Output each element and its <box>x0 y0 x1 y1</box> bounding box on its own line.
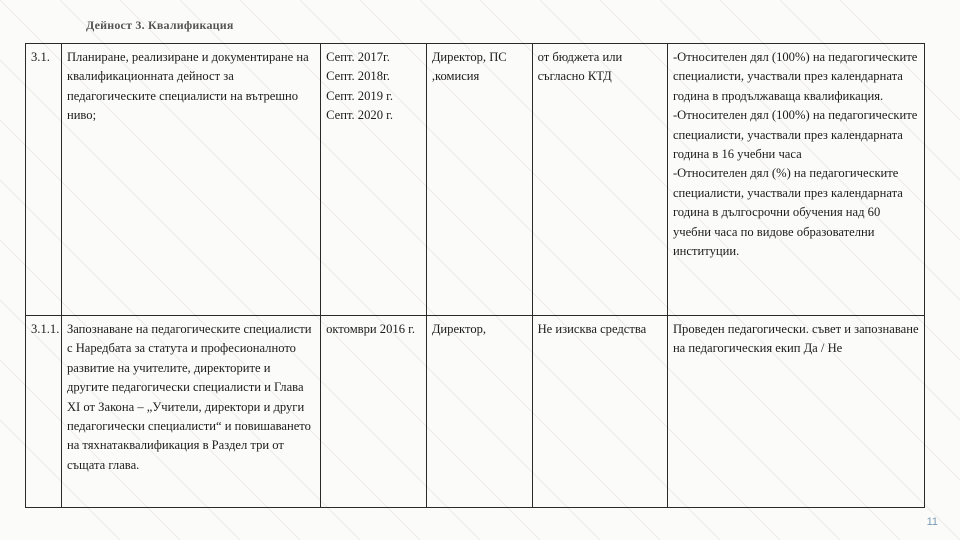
cell-activity: Запознаване на педагогическите специалисти с Наредбата за статута и професионалното развитие на учителите, директорите и другите педагогически специалисти и Глава XI от Закона – „Учители, директори и други педагогически специалисти“ и повишаването на тяхнатаквалификация в Раздел три от същата глава. <box>61 316 320 508</box>
page-number: 11 <box>926 516 938 528</box>
table-row <box>26 44 925 316</box>
cell-funding: от бюджета или съгласно КТД <box>532 44 667 316</box>
cell-funding: Не изисква средства <box>532 316 667 508</box>
cell-indicator: -Относителен дял (100%) на педагогическите специалисти, участвали през календарната година в продължаваща квалификация. -Относителен дял (100%) на педагогическите специалисти, участвали през календарната година в 16 учебни часа -Относителен дял (%) на педагогическите специалисти, участвали през календарната година в дългосрочни обучения над 60 учебни часа по видове образователни институции. <box>667 44 924 316</box>
cell-responsible: Директор, <box>426 316 532 508</box>
slide-title: Дейност 3. Квалификация <box>86 18 234 32</box>
table-row <box>26 316 925 508</box>
cell-number: 3.1. <box>26 44 62 316</box>
cell-indicator: Проведен педагогически. съвет и запознаване на педагогическия екип Да / Не <box>667 316 924 508</box>
cell-responsible: Директор, ПС ,комисия <box>426 44 532 316</box>
cell-date: октомври 2016 г. <box>321 316 427 508</box>
cell-number: 3.1.1. <box>26 316 62 508</box>
activity-table <box>25 43 925 508</box>
cell-activity: Планиране, реализиране и документиране на квалификационната дейност за педагогическите специалисти на вътрешно ниво; <box>61 44 320 316</box>
cell-date: Септ. 2017г. Септ. 2018г. Септ. 2019 г. Септ. 2020 г. <box>321 44 427 316</box>
